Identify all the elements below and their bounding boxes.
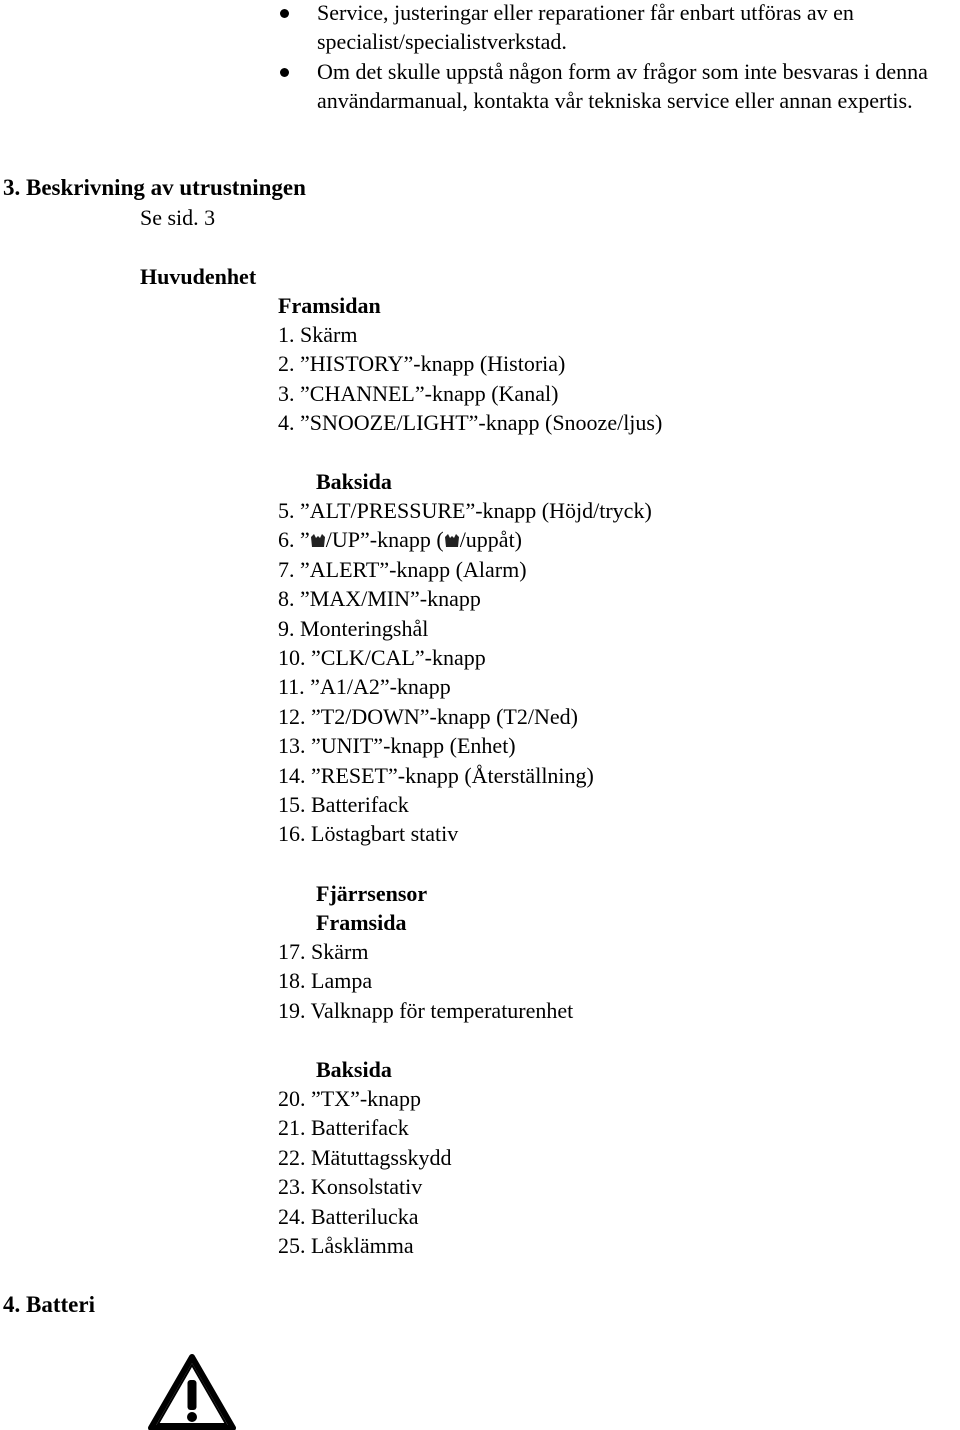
list-item: 5. ”ALT/PRESSURE”-knapp (Höjd/tryck) [278,498,652,523]
list-item: 13. ”UNIT”-knapp (Enhet) [278,733,516,759]
list-item: 23. Konsolstativ [278,1174,423,1200]
list-item: 14. ”RESET”-knapp (Återställning) [278,762,594,788]
remote-sensor-heading: Fjärrsensor [316,881,428,906]
main-unit-heading: Huvudenhet [140,264,257,289]
remote-back-items-list [278,1084,452,1260]
remote-front-heading: Framsida [316,910,407,935]
list-item: 22. Mätuttagsskydd [278,1144,452,1170]
list-item: 12. ”T2/DOWN”-knapp (T2/Ned) [278,703,578,729]
list-item: 10. ”CLK/CAL”-knapp [278,645,486,671]
item-number: 6. ” [278,527,310,553]
list-item: 8. ”MAX/MIN”-knapp [278,586,481,612]
section-3-heading: 3. Beskrivning av utrustningen [3,175,306,200]
back-heading: Baksida [316,469,392,494]
list-item: 3. ”CHANNEL”-knapp (Kanal) [278,380,559,406]
list-item: 15. Batterifack [278,792,409,818]
front-heading: Framsidan [278,293,381,318]
list-item: 7. ”ALERT”-knapp (Alarm) [278,556,527,582]
list-item: 21. Batterifack [278,1115,409,1141]
front-items-list [278,320,662,438]
item-text: /uppåt) [459,527,523,553]
bullet-item: Service, justeringar eller reparationer får enbart utföras av en specialist/specialistverkstad. [278,0,958,57]
remote-front-items-list [278,937,573,1025]
list-item: 9. Monteringshål [278,615,429,641]
list-item: 1. Skärm [278,322,358,347]
page-reference: Se sid. 3 [140,205,216,230]
list-item: 24. Batterilucka [278,1203,419,1229]
intro-bullet-list [278,0,958,116]
list-item: 18. Lampa [278,968,373,994]
bullet-item: Om det skulle uppstå någon form av frågor som inte besvaras i denna användarmanual, kontakta vår tekniska service eller annan expertis. [278,57,958,116]
remote-back-heading: Baksida [316,1057,392,1082]
list-item: 20. ”TX”-knapp [278,1086,421,1111]
remote-sensor-icon [310,533,326,549]
list-item-up-button [278,525,652,554]
section-4-heading: 4. Batteri [3,1292,95,1317]
item-text: /UP”-knapp ( [325,527,444,553]
list-item: 25. Låsklämma [278,1233,414,1259]
remote-sensor-icon [444,533,460,549]
list-item: 11. ”A1/A2”-knapp [278,674,451,700]
list-item: 16. Löstagbart stativ [278,821,459,847]
back-items-list [278,496,652,849]
warning-icon [148,1354,236,1430]
list-item: 4. ”SNOOZE/LIGHT”-knapp (Snooze/ljus) [278,410,663,436]
list-item: 17. Skärm [278,939,369,964]
list-item: 2. ”HISTORY”-knapp (Historia) [278,351,566,377]
list-item: 19. Valknapp för temperaturenhet [278,997,574,1023]
